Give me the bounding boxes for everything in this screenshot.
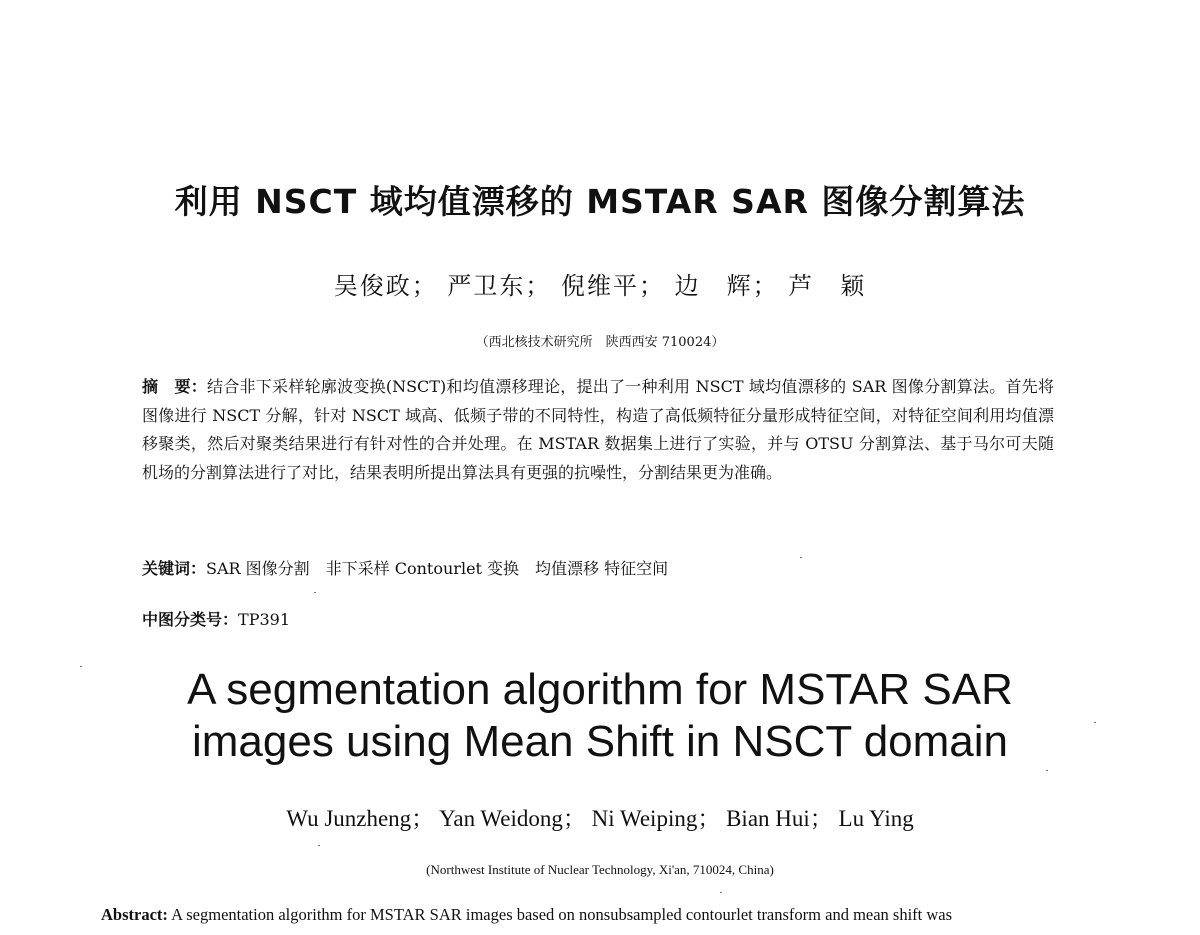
- chinese-keywords: [142, 556, 668, 579]
- chinese-classification-number: [142, 607, 290, 630]
- chinese-keywords-text: SAR 图像分割 非下采样 Contourlet 变换 均值漂移 特征空间: [206, 559, 669, 578]
- chinese-abstract-text: 结合非下采样轮廓波变换(NSCT)和均值漂移理论，提出了一种利用 NSCT 域均值漂移的 SAR 图像分割算法。首先将图像进行 NSCT 分解，针对 NSCT 域高、低频子带的不同特性，构造了高低频特征分量形成特征空间，对特征空间利用均值漂移聚类，然后对聚类结果进行有针对性的合并处理。在 MSTAR 数据集上进行了实验，并与 OTSU 分割算法、基于马尔可夫随机场的分割算法进行了对比，结果表明所提出算法具有更强的抗噪性，分割结果更为准确。: [142, 377, 1054, 482]
- english-title: [0, 664, 1200, 768]
- english-title-line-1: A segmentation algorithm for MSTAR SAR: [187, 665, 1013, 714]
- chinese-clc-value: TP391: [238, 610, 290, 629]
- scan-speck: [80, 666, 82, 667]
- scan-speck: [1094, 722, 1096, 723]
- scan-speck: [318, 845, 320, 846]
- english-abstract-text: A segmentation algorithm for MSTAR SAR images based on nonsubsampled contourlet transform and mean shift was: [167, 905, 953, 924]
- english-affiliation: (Northwest Institute of Nuclear Technology, Xi'an, 710024, China): [426, 862, 774, 877]
- english-title-line-2: images using Mean Shift in NSCT domain: [191, 717, 1009, 766]
- chinese-abstract-label: 摘 要：: [142, 377, 208, 396]
- scan-speck: [1046, 770, 1048, 771]
- scan-speck: [800, 557, 802, 558]
- chinese-title: 利用 NSCT 域均值漂移的 MSTAR SAR 图像分割算法: [174, 182, 1026, 221]
- chinese-clc-label: 中图分类号：: [142, 610, 239, 629]
- english-authors: Wu Junzheng； Yan Weidong； Ni Weiping； Bian Hui； Lu Ying: [286, 806, 914, 831]
- english-abstract-label: Abstract:: [101, 905, 168, 924]
- chinese-abstract: [142, 373, 1054, 487]
- english-abstract: [101, 905, 1111, 925]
- chinese-keywords-label: 关键词：: [142, 559, 207, 578]
- scan-speck: [720, 892, 722, 893]
- chinese-authors: 吴俊政； 严卫东； 倪维平； 边 辉； 芦 颖: [333, 272, 867, 300]
- chinese-affiliation: （西北核技术研究所 陕西西安 710024）: [475, 335, 725, 350]
- scan-speck: [314, 592, 316, 593]
